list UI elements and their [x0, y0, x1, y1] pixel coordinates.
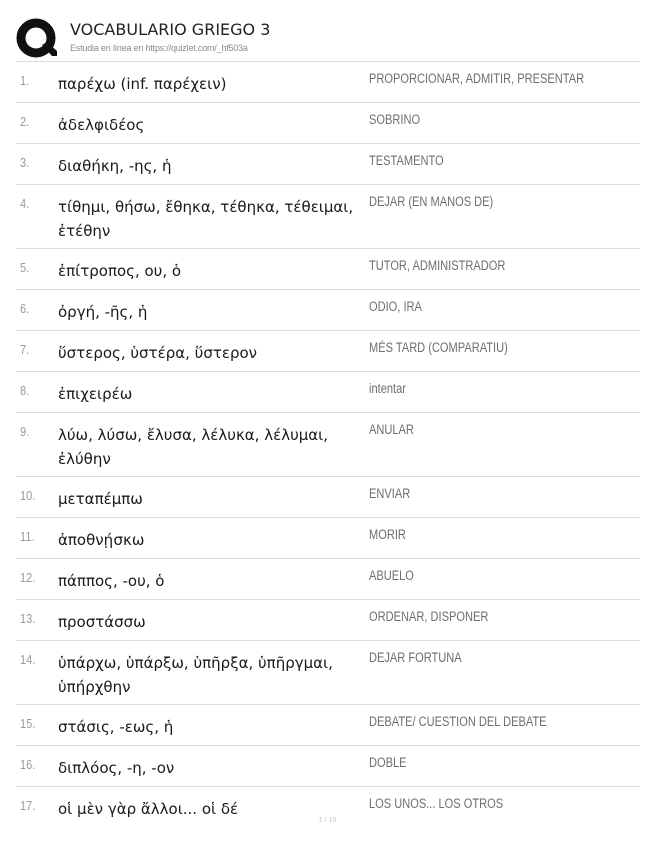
- row-number: 4.: [20, 196, 30, 211]
- definition: intentar: [369, 381, 406, 396]
- greek-term: ἀδελφιδέος: [58, 116, 145, 134]
- definition: DOBLE: [369, 755, 407, 770]
- row-number: 16.: [20, 757, 36, 772]
- row-number: 1.: [20, 73, 30, 88]
- row-number: 10.: [20, 488, 36, 503]
- vocab-row: [16, 289, 640, 330]
- vocab-row: [16, 476, 640, 517]
- greek-term: ὕστερος, ὑστέρα, ὕστερον: [58, 344, 258, 362]
- vocab-row: [16, 640, 640, 704]
- row-number: 13.: [20, 611, 36, 626]
- quizlet-logo-icon: [16, 18, 58, 60]
- greek-term: στάσις, -εως, ἡ: [58, 718, 174, 736]
- vocab-row: [16, 745, 640, 786]
- greek-term: διαθήκη, -ης, ἡ: [58, 157, 172, 175]
- row-number: 8.: [20, 383, 30, 398]
- definition: DEBATE/ CUESTION DEL DEBATE: [369, 714, 547, 729]
- greek-term: λύω, λύσω, ἔλυσα, λέλυκα, λέλυμαι, ἐλύθην: [58, 426, 329, 468]
- row-number: 15.: [20, 716, 36, 731]
- row-number: 3.: [20, 155, 30, 170]
- definition: TUTOR, ADMINISTRADOR: [369, 258, 506, 273]
- vocab-row: [16, 558, 640, 599]
- greek-term: ἀποθνῄσκω: [58, 531, 145, 549]
- vocabulary-table: [16, 61, 640, 827]
- definition: DEJAR (EN MANOS DE): [369, 194, 494, 209]
- vocab-row: [16, 330, 640, 371]
- definition: LOS UNOS... LOS OTROS: [369, 796, 504, 811]
- greek-term: τίθημι, θήσω, ἔθηκα, τέθηκα, τέθειμαι, ἐτέθην: [58, 198, 354, 240]
- definition: TESTAMENTO: [369, 153, 444, 168]
- vocab-row: [16, 599, 640, 640]
- greek-term: ἐπίτροπος, ου, ὁ: [58, 262, 182, 280]
- greek-term: μεταπέμπω: [58, 490, 143, 508]
- vocab-row: [16, 248, 640, 289]
- row-number: 5.: [20, 260, 30, 275]
- definition: ABUELO: [369, 568, 414, 583]
- definition: SOBRINO: [369, 112, 421, 127]
- page-number: 1 / 19: [318, 817, 337, 824]
- vocab-row: [16, 517, 640, 558]
- vocab-row: [16, 704, 640, 745]
- greek-term: διπλόος, -η, -ον: [58, 759, 175, 777]
- vocab-row: [16, 371, 640, 412]
- row-number: 6.: [20, 301, 30, 316]
- row-number: 11.: [20, 529, 35, 544]
- vocab-row: [16, 412, 640, 476]
- definition: ORDENAR, DISPONER: [369, 609, 489, 624]
- greek-term: ὀργή, -ῆς, ἡ: [58, 303, 148, 321]
- document-header: [16, 14, 641, 60]
- document-title: VOCABULARIO GRIEGO 3: [70, 20, 271, 39]
- definition: MORIR: [369, 527, 406, 542]
- vocab-row: [16, 102, 640, 143]
- greek-term: ἐπιχειρέω: [58, 385, 133, 403]
- greek-term: ὑπάρχω, ὑπάρξω, ὑπῆρξα, ὑπῆργμαι, ὑπήρχθην: [58, 654, 333, 696]
- vocab-row: [16, 143, 640, 184]
- greek-term: πάππος, -ου, ὁ: [58, 572, 165, 590]
- row-number: 14.: [20, 652, 36, 667]
- document-subtitle: Estudia en línea en https://quizlet.com/_hf503a: [70, 43, 248, 53]
- definition: ANULAR: [369, 422, 414, 437]
- definition: MÉS TARD (COMPARATIU): [369, 340, 508, 355]
- definition: ODIO, IRA: [369, 299, 422, 314]
- definition: DEJAR FORTUNA: [369, 650, 462, 665]
- greek-term: προστάσσω: [58, 613, 146, 631]
- row-number: 12.: [20, 570, 36, 585]
- definition: PROPORCIONAR, ADMITIR, PRESENTAR: [369, 71, 585, 86]
- row-number: 9.: [20, 424, 30, 439]
- vocab-row: [16, 184, 640, 248]
- greek-term: παρέχω (inf. παρέχειν): [58, 75, 227, 93]
- row-number: 7.: [20, 342, 30, 357]
- greek-term: οἱ μὲν γὰρ ἄλλοι... οἱ δέ: [58, 800, 239, 818]
- row-number: 17.: [20, 798, 36, 813]
- definition: ENVIAR: [369, 486, 411, 501]
- vocab-row: [16, 61, 640, 102]
- row-number: 2.: [20, 114, 30, 129]
